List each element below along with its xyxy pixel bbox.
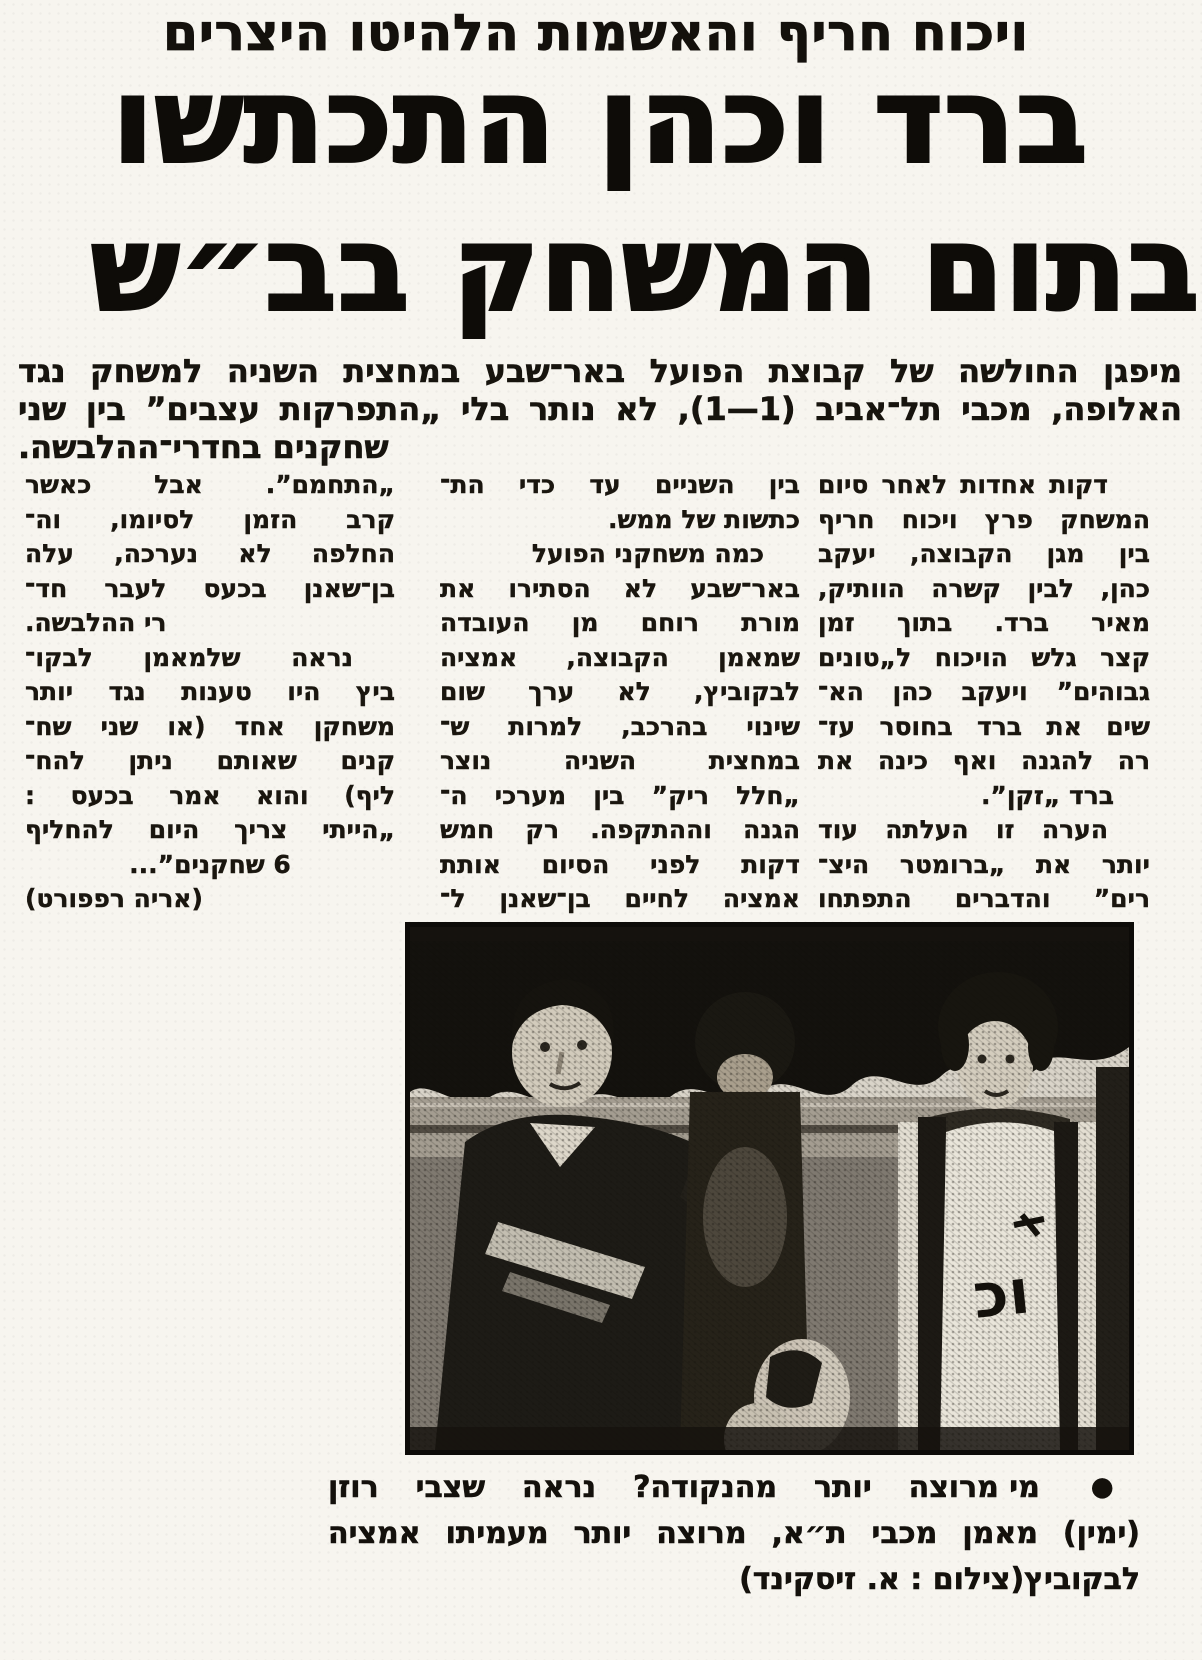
caption-line-3 xyxy=(328,1557,1140,1603)
body-column-2 xyxy=(440,468,800,917)
body-line: המשחק פרץ ויכוח חריף xyxy=(818,504,1150,534)
caption-line-3-continuation: לבקוביץ xyxy=(1024,1562,1140,1597)
caption-line-2: (ימין) מאמן מכבי ת״א, מרוצה יותר מעמיתו אמציה xyxy=(328,1516,1140,1551)
main-headline-line-1: ברד וכהן התכתשו xyxy=(112,54,1090,189)
body-line: מורת רוחם מן העובדה xyxy=(440,608,800,637)
body-line: כהן, לבין קשרה הוותיק, xyxy=(818,573,1150,603)
body-line: שים את ברד בחוסר עז־ xyxy=(818,711,1150,741)
body-line: קצר גלש הויכוח ל„טונים xyxy=(818,642,1150,672)
body-column-3 xyxy=(25,468,395,917)
body-line: קרב הזמן לסיומו, וה־ xyxy=(25,504,395,534)
body-line: ביץ היו טענות נגד יותר xyxy=(25,677,395,706)
photo-credit: (צילום : א. זיסקינד) xyxy=(739,1562,1025,1597)
body-line: הערה זו העלתה עוד xyxy=(818,815,1108,844)
body-line: מאיר ברד. בתוך זמן xyxy=(818,608,1150,637)
lead-line: מיפגן החולשה של קבוצת הפועל באר־שבע במחצית השניה למשחק נגד xyxy=(18,352,1182,390)
body-line: הגנה וההתקפה. רק חמש xyxy=(440,815,800,844)
body-line: (אריה רפפורט) xyxy=(25,884,203,913)
body-line: גבוהים” ויעקב כהן הא־ xyxy=(818,677,1150,706)
body-line: ליף) והוא אמר בכעס : xyxy=(25,780,395,810)
body-line: בין השניים עד כדי הת־ xyxy=(440,470,800,499)
body-line: בן־שאנן בכעס לעבר חד־ xyxy=(25,573,395,603)
body-line: קנים שאותם ניתן להח־ xyxy=(25,746,395,775)
bullet-icon: ● xyxy=(1090,1472,1140,1502)
body-line: לבקוביץ, לא ערך שום xyxy=(440,677,800,706)
photo-caption xyxy=(328,1464,1140,1603)
body-line: ברד „זקן”. xyxy=(980,780,1114,810)
photo-halftone-illustration xyxy=(410,927,1129,1450)
kicker-headline: ויכוח חריף והאשמות הלהיטו היצרים xyxy=(163,4,1029,62)
body-line: יותר את „ברומטר היצ־ xyxy=(818,849,1150,879)
body-line: דקות אחדות לאחר סיום xyxy=(818,470,1108,499)
body-line: רים” והדברים התפתחו xyxy=(818,884,1150,913)
lead-paragraph xyxy=(18,352,1182,466)
lead-line: האלופה, מכבי תל־אביב (1—1), לא נותר בלי „התפרקות עצבים” בין שני xyxy=(18,390,1183,428)
body-line: דקות לפני הסיום אותת xyxy=(440,849,800,879)
body-line: רי ההלבשה. xyxy=(25,608,167,637)
body-line: 6 שחקנים”... xyxy=(129,849,291,879)
body-line: כתשות של ממש. xyxy=(608,504,800,534)
lead-line: שחקנים בחדרי־ההלבשה. xyxy=(18,428,389,466)
body-line: רה להגנה ואף כינה את xyxy=(818,746,1150,775)
body-line: „חלל ריק” בין מערכי ה־ xyxy=(440,780,800,810)
body-line: בין מגן הקבוצה, יעקב xyxy=(818,539,1150,568)
body-line: משחקן אחד (או שני שח־ xyxy=(25,711,395,741)
body-line: באר־שבע לא הסתירו את xyxy=(440,573,800,603)
body-line: „הייתי צריך היום להחליף xyxy=(25,815,395,844)
main-headline-line-2: בתום המשחק בב״ש xyxy=(91,202,1201,337)
body-line: שמאמן הקבוצה, אמציה xyxy=(440,642,800,672)
body-line: כמה משחקני הפועל xyxy=(531,539,764,568)
body-column-1 xyxy=(818,468,1150,917)
body-line: שינוי בהרכב, למרות ש־ xyxy=(440,711,800,741)
body-line: „התחמם”. אבל כאשר xyxy=(25,470,395,499)
caption-line-1 xyxy=(328,1464,1140,1511)
caption-line-1-text: מי מרוצה יותר מהנקודה? נראה שצבי רוזן xyxy=(328,1470,1040,1505)
body-line: אמציה לחיים בן־שאנן ל־ xyxy=(440,884,800,913)
news-photo xyxy=(405,922,1134,1455)
body-line: במחצית השניה נוצר xyxy=(440,746,800,775)
body-line: החלפה לא נערכה, עלה xyxy=(25,539,395,568)
body-line: נראה שלמאמן לבקו־ xyxy=(25,642,353,672)
